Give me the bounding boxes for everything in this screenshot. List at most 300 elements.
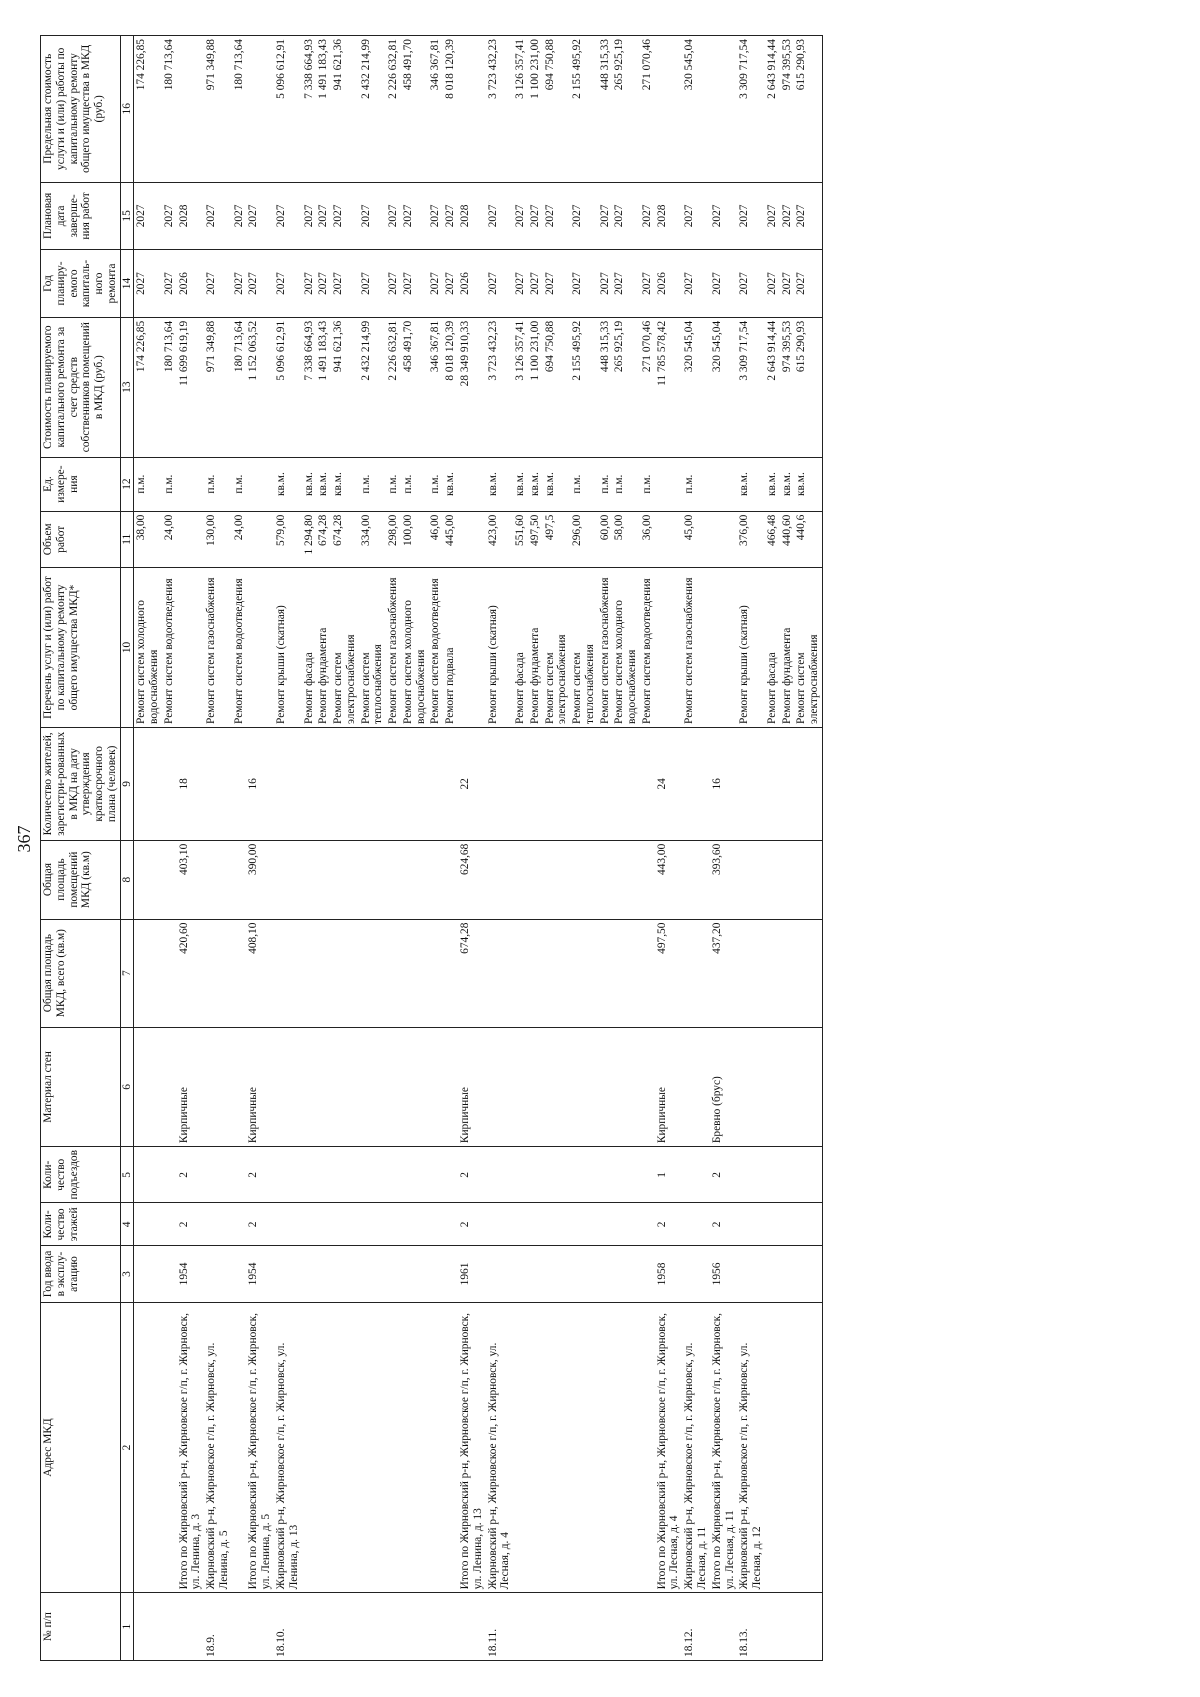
- cell-c11: 60,00: [598, 511, 613, 567]
- cell-c5: [359, 1147, 387, 1203]
- cell-c7: [204, 919, 232, 1027]
- cell-c5: [232, 1147, 247, 1203]
- cell-c5: [640, 1147, 655, 1203]
- cell-c15: 2028: [177, 182, 205, 250]
- cell-c2: [598, 1302, 613, 1593]
- cell-c13: 2 643 914,44: [765, 317, 780, 457]
- cell-c2: [162, 1302, 177, 1593]
- column-header-14: Год планиру-емого капиталь-ного ремонта: [41, 250, 121, 318]
- cell-c3: [486, 1246, 514, 1302]
- cell-c9: [443, 727, 458, 840]
- cell-c12: кв.м.: [543, 457, 571, 511]
- cell-c15: 2027: [302, 182, 317, 250]
- cell-c10: Ремонт фасада: [302, 567, 317, 727]
- cell-c3: [316, 1246, 331, 1302]
- cell-c8: [274, 840, 302, 919]
- cell-c13: 174 226,85: [134, 317, 162, 457]
- cell-c11: [246, 511, 274, 567]
- cell-c7: [401, 919, 429, 1027]
- cell-c12: п.м.: [232, 457, 247, 511]
- cell-c6: [780, 1027, 795, 1146]
- cell-c13: 694 750,88: [543, 317, 571, 457]
- cell-c14: 2027: [598, 250, 613, 318]
- cell-c15: 2027: [246, 182, 274, 250]
- cell-c8: [780, 840, 795, 919]
- cell-c2: Итого по Жирновский р-н, Жирновское г/п, г. Жирновск, ул. Лесная, д. 4: [655, 1302, 683, 1593]
- cell-c5: 1: [655, 1147, 683, 1203]
- cell-c6: [316, 1027, 331, 1146]
- column-number-row: [120, 36, 134, 1661]
- cell-c16: 2 643 914,44: [765, 36, 780, 183]
- cell-c1: [162, 1593, 177, 1661]
- cell-c16: 2 226 632,81: [386, 36, 401, 183]
- cell-c5: [274, 1147, 302, 1203]
- cell-c14: 2027: [331, 250, 359, 318]
- cell-c16: [177, 36, 205, 183]
- cell-c16: 346 367,81: [428, 36, 443, 183]
- cell-c2: [570, 1302, 598, 1593]
- cell-c13: 8 018 120,39: [443, 317, 458, 457]
- cell-c6: [543, 1027, 571, 1146]
- cell-c9: [232, 727, 247, 840]
- cell-c9: [401, 727, 429, 840]
- cell-c10: Ремонт систем газоснабжения: [386, 567, 401, 727]
- cell-c12: п.м.: [134, 457, 162, 511]
- cell-c11: 440,6: [794, 511, 822, 567]
- cell-c9: [316, 727, 331, 840]
- cell-c12: п.м.: [359, 457, 387, 511]
- cell-c8: [765, 840, 780, 919]
- table-row: [204, 36, 232, 1661]
- cell-c3: [302, 1246, 317, 1302]
- cell-c6: [204, 1027, 232, 1146]
- cell-c4: [302, 1203, 317, 1246]
- cell-c11: 376,00: [737, 511, 765, 567]
- cell-c8: [134, 840, 162, 919]
- cell-c4: [543, 1203, 571, 1246]
- column-header-3: Год ввода в эксплу-атацию: [41, 1246, 121, 1302]
- cell-c5: 2: [177, 1147, 205, 1203]
- cell-c3: [737, 1246, 765, 1302]
- cell-c1: [302, 1593, 317, 1661]
- cell-c7: [543, 919, 571, 1027]
- cell-c8: 443,00: [655, 840, 683, 919]
- cell-c14: 2026: [177, 250, 205, 318]
- cell-c3: [274, 1246, 302, 1302]
- table-row: [162, 36, 177, 1661]
- cell-c8: [162, 840, 177, 919]
- cell-c14: 2027: [570, 250, 598, 318]
- table-row: [331, 36, 359, 1661]
- cell-c1: [640, 1593, 655, 1661]
- cell-c3: [780, 1246, 795, 1302]
- cell-c13: 941 621,36: [331, 317, 359, 457]
- table-row: [640, 36, 655, 1661]
- cell-c9: [274, 727, 302, 840]
- cell-c1: [543, 1593, 571, 1661]
- cell-c11: 674,28: [331, 511, 359, 567]
- cell-c3: 1956: [710, 1246, 738, 1302]
- cell-c11: 423,00: [486, 511, 514, 567]
- cell-c15: 2027: [316, 182, 331, 250]
- cell-c1: [177, 1593, 205, 1661]
- cell-c10: Ремонт фасада: [765, 567, 780, 727]
- cell-c14: 2027: [428, 250, 443, 318]
- cell-c5: 2: [246, 1147, 274, 1203]
- cell-c10: Ремонт систем водоотведения: [162, 567, 177, 727]
- cell-c13: 7 338 664,93: [302, 317, 317, 457]
- cell-c10: [710, 567, 738, 727]
- cell-c16: 974 395,53: [780, 36, 795, 183]
- cell-c4: 2: [710, 1203, 738, 1246]
- table-row: [513, 36, 528, 1661]
- column-header-2: Адрес МКД: [41, 1302, 121, 1593]
- cell-c2: [232, 1302, 247, 1593]
- cell-c1: [528, 1593, 543, 1661]
- cell-c15: 2028: [655, 182, 683, 250]
- cell-c16: [246, 36, 274, 183]
- cell-c4: [316, 1203, 331, 1246]
- cell-c1: [710, 1593, 738, 1661]
- column-header-10: Перечень услуг и (или) работ по капитальному ремонту общего имущества МКД*: [41, 567, 121, 727]
- cell-c8: [598, 840, 613, 919]
- cell-c16: 1 100 231,00: [528, 36, 543, 183]
- column-number-10: 10: [120, 567, 134, 727]
- cell-c3: [513, 1246, 528, 1302]
- cell-c5: [428, 1147, 443, 1203]
- cell-c6: [428, 1027, 443, 1146]
- cell-c7: [302, 919, 317, 1027]
- cell-c7: [428, 919, 443, 1027]
- cell-c14: 2027: [640, 250, 655, 318]
- capital-repair-table: [40, 35, 823, 1661]
- cell-c2: Жирновский р-н, Жирновское г/п, г. Жирновск, ул. Ленина, д. 13: [274, 1302, 302, 1593]
- cell-c8: [543, 840, 571, 919]
- page-number: 367: [14, 825, 34, 853]
- cell-c13: 5 096 612,91: [274, 317, 302, 457]
- cell-c2: Итого по Жирновский р-н, Жирновское г/п, г. Жирновск, ул. Ленина, д. 3: [177, 1302, 205, 1593]
- cell-c9: [331, 727, 359, 840]
- cell-c10: Ремонт крыши (скатная): [737, 567, 765, 727]
- cell-c9: [486, 727, 514, 840]
- cell-c6: [359, 1027, 387, 1146]
- cell-c8: [316, 840, 331, 919]
- table-body: [134, 36, 823, 1661]
- cell-c10: [246, 567, 274, 727]
- column-header-15: Плановая дата заверше-ния работ: [41, 182, 121, 250]
- cell-c4: [428, 1203, 443, 1246]
- cell-c13: 974 395,53: [780, 317, 795, 457]
- cell-c9: [528, 727, 543, 840]
- cell-c5: [765, 1147, 780, 1203]
- cell-c14: 2027: [162, 250, 177, 318]
- cell-c4: [204, 1203, 232, 1246]
- column-header-1: № п/п: [41, 1593, 121, 1661]
- cell-c2: Итого по Жирновский р-н, Жирновское г/п, г. Жирновск, ул. Лесная, д. 11: [710, 1302, 738, 1593]
- column-header-5: Коли-чество подъездов: [41, 1147, 121, 1203]
- cell-c8: [428, 840, 443, 919]
- cell-c3: [794, 1246, 822, 1302]
- cell-c10: Ремонт систем холодного водоснабжения: [134, 567, 162, 727]
- cell-c8: [737, 840, 765, 919]
- cell-c7: 437,20: [710, 919, 738, 1027]
- cell-c10: Ремонт систем газоснабжения: [682, 567, 710, 727]
- cell-c3: [640, 1246, 655, 1302]
- cell-c10: Ремонт систем газоснабжения: [204, 567, 232, 727]
- table-row: [246, 36, 274, 1661]
- cell-c14: 2027: [513, 250, 528, 318]
- cell-c12: п.м.: [401, 457, 429, 511]
- cell-c9: [682, 727, 710, 840]
- cell-c1: [359, 1593, 387, 1661]
- cell-c15: 2027: [640, 182, 655, 250]
- cell-c2: Итого по Жирновский р-н, Жирновское г/п, г. Жирновск, ул. Ленина, д. 5: [246, 1302, 274, 1593]
- column-number-1: 1: [120, 1593, 134, 1661]
- column-header-6: Материал стен: [41, 1027, 121, 1146]
- table-row: [598, 36, 613, 1661]
- cell-c16: 180 713,64: [162, 36, 177, 183]
- column-number-3: 3: [120, 1246, 134, 1302]
- cell-c8: [528, 840, 543, 919]
- cell-c13: 346 367,81: [428, 317, 443, 457]
- cell-c16: 180 713,64: [232, 36, 247, 183]
- table-row: [443, 36, 458, 1661]
- cell-c1: [780, 1593, 795, 1661]
- cell-c13: 1 100 231,00: [528, 317, 543, 457]
- cell-c9: 16: [710, 727, 738, 840]
- cell-c12: п.м.: [162, 457, 177, 511]
- cell-c7: [316, 919, 331, 1027]
- cell-c4: [386, 1203, 401, 1246]
- cell-c16: 458 491,70: [401, 36, 429, 183]
- cell-c5: [794, 1147, 822, 1203]
- cell-c9: [359, 727, 387, 840]
- cell-c14: 2027: [359, 250, 387, 318]
- cell-c10: Ремонт подвала: [443, 567, 458, 727]
- cell-c5: [513, 1147, 528, 1203]
- cell-c16: 5 096 612,91: [274, 36, 302, 183]
- table-row: [359, 36, 387, 1661]
- cell-c3: [204, 1246, 232, 1302]
- cell-c9: [765, 727, 780, 840]
- cell-c12: кв.м.: [486, 457, 514, 511]
- cell-c9: 18: [177, 727, 205, 840]
- cell-c6: [737, 1027, 765, 1146]
- cell-c14: 2027: [794, 250, 822, 318]
- cell-c16: 320 545,04: [682, 36, 710, 183]
- cell-c3: [134, 1246, 162, 1302]
- cell-c13: 271 070,46: [640, 317, 655, 457]
- cell-c5: [570, 1147, 598, 1203]
- cell-c2: [316, 1302, 331, 1593]
- cell-c12: кв.м.: [274, 457, 302, 511]
- cell-c15: 2027: [528, 182, 543, 250]
- cell-c6: [486, 1027, 514, 1146]
- cell-c12: кв.м.: [737, 457, 765, 511]
- column-header-16: Предельная стоимость услуги и (или) работы по капитальному ремонту общего имущества в МКД (руб.): [41, 36, 121, 183]
- cell-c14: 2027: [134, 250, 162, 318]
- cell-c3: 1958: [655, 1246, 683, 1302]
- cell-c1: [765, 1593, 780, 1661]
- cell-c15: 2027: [274, 182, 302, 250]
- cell-c11: 100,00: [401, 511, 429, 567]
- cell-c12: п.м.: [428, 457, 443, 511]
- table-row: [612, 36, 640, 1661]
- cell-c8: [570, 840, 598, 919]
- cell-c10: Ремонт систем газоснабжения: [598, 567, 613, 727]
- cell-c3: [570, 1246, 598, 1302]
- cell-c15: 2028: [458, 182, 486, 250]
- cell-c15: 2027: [401, 182, 429, 250]
- table-row: [486, 36, 514, 1661]
- cell-c16: 2 155 495,92: [570, 36, 598, 183]
- cell-c14: 2027: [386, 250, 401, 318]
- cell-c16: 3 309 717,54: [737, 36, 765, 183]
- cell-c10: Ремонт крыши (скатная): [274, 567, 302, 727]
- cell-c2: [640, 1302, 655, 1593]
- cell-c2: [765, 1302, 780, 1593]
- table-row: [232, 36, 247, 1661]
- column-header-7: Общая площадь МКД, всего (кв.м): [41, 919, 121, 1027]
- cell-c6: [302, 1027, 317, 1146]
- cell-c1: 18.13.: [737, 1593, 765, 1661]
- cell-c7: [232, 919, 247, 1027]
- cell-c8: [232, 840, 247, 919]
- cell-c9: [302, 727, 317, 840]
- cell-c3: [598, 1246, 613, 1302]
- cell-c2: [428, 1302, 443, 1593]
- table-row: [794, 36, 822, 1661]
- cell-c15: 2027: [612, 182, 640, 250]
- cell-c15: 2027: [570, 182, 598, 250]
- cell-c2: [780, 1302, 795, 1593]
- cell-c7: [640, 919, 655, 1027]
- cell-c8: 393,60: [710, 840, 738, 919]
- cell-c10: Ремонт фасада: [513, 567, 528, 727]
- cell-c12: [177, 457, 205, 511]
- cell-c15: 2027: [765, 182, 780, 250]
- cell-c16: 971 349,88: [204, 36, 232, 183]
- cell-c14: 2027: [780, 250, 795, 318]
- cell-c16: 448 315,33: [598, 36, 613, 183]
- cell-c9: [794, 727, 822, 840]
- cell-c11: [710, 511, 738, 567]
- cell-c6: [682, 1027, 710, 1146]
- cell-c14: 2027: [486, 250, 514, 318]
- cell-c16: 8 018 120,39: [443, 36, 458, 183]
- cell-c13: 615 290,93: [794, 317, 822, 457]
- cell-c14: 2027: [682, 250, 710, 318]
- column-number-4: 4: [120, 1203, 134, 1246]
- cell-c8: [401, 840, 429, 919]
- cell-c11: 58,00: [612, 511, 640, 567]
- table-row: [570, 36, 598, 1661]
- cell-c16: 615 290,93: [794, 36, 822, 183]
- cell-c8: [204, 840, 232, 919]
- cell-c10: Ремонт систем теплоснабжения: [570, 567, 598, 727]
- cell-c7: [486, 919, 514, 1027]
- cell-c11: 466,48: [765, 511, 780, 567]
- cell-c13: 2 155 495,92: [570, 317, 598, 457]
- cell-c12: п.м.: [682, 457, 710, 511]
- cell-c12: п.м.: [204, 457, 232, 511]
- cell-c5: [737, 1147, 765, 1203]
- cell-c3: [612, 1246, 640, 1302]
- table-row: [528, 36, 543, 1661]
- cell-c7: [359, 919, 387, 1027]
- cell-c11: 497,5: [543, 511, 571, 567]
- cell-c3: [428, 1246, 443, 1302]
- cell-c13: 3 126 357,41: [513, 317, 528, 457]
- cell-c4: 2: [177, 1203, 205, 1246]
- cell-c5: [598, 1147, 613, 1203]
- cell-c10: Ремонт систем водоотведения: [232, 567, 247, 727]
- cell-c2: Жирновский р-н, Жирновское г/п, г. Жирновск, ул. Ленина, д. 5: [204, 1302, 232, 1593]
- cell-c3: [543, 1246, 571, 1302]
- cell-c13: 2 432 214,99: [359, 317, 387, 457]
- cell-c4: [513, 1203, 528, 1246]
- cell-c2: Жирновский р-н, Жирновское г/п, г. Жирновск, ул. Лесная, д. 12: [737, 1302, 765, 1593]
- cell-c16: 3 723 432,23: [486, 36, 514, 183]
- cell-c8: 390,00: [246, 840, 274, 919]
- table-row: [428, 36, 443, 1661]
- cell-c1: [316, 1593, 331, 1661]
- cell-c6: [274, 1027, 302, 1146]
- cell-c10: Ремонт фундамента: [780, 567, 795, 727]
- table-row: [316, 36, 331, 1661]
- cell-c10: Ремонт систем электроснабжения: [331, 567, 359, 727]
- cell-c14: 2026: [458, 250, 486, 318]
- column-number-15: 15: [120, 182, 134, 250]
- cell-c1: [513, 1593, 528, 1661]
- cell-c11: 24,00: [232, 511, 247, 567]
- cell-c2: [331, 1302, 359, 1593]
- cell-c9: [780, 727, 795, 840]
- cell-c3: [528, 1246, 543, 1302]
- cell-c16: [458, 36, 486, 183]
- cell-c5: [204, 1147, 232, 1203]
- cell-c9: [134, 727, 162, 840]
- cell-c11: 579,00: [274, 511, 302, 567]
- cell-c15: 2027: [204, 182, 232, 250]
- cell-c10: Ремонт крыши (скатная): [486, 567, 514, 727]
- cell-c14: 2027: [737, 250, 765, 318]
- cell-c3: 1954: [246, 1246, 274, 1302]
- column-number-5: 5: [120, 1147, 134, 1203]
- cell-c4: [486, 1203, 514, 1246]
- cell-c11: 46,00: [428, 511, 443, 567]
- cell-c6: [232, 1027, 247, 1146]
- cell-c11: [458, 511, 486, 567]
- cell-c8: [640, 840, 655, 919]
- cell-c2: [513, 1302, 528, 1593]
- cell-c14: 2027: [302, 250, 317, 318]
- cell-c13: 180 713,64: [162, 317, 177, 457]
- cell-c1: [246, 1593, 274, 1661]
- cell-c4: [274, 1203, 302, 1246]
- cell-c13: 11 699 619,19: [177, 317, 205, 457]
- cell-c12: [655, 457, 683, 511]
- cell-c16: [655, 36, 683, 183]
- cell-c4: 2: [246, 1203, 274, 1246]
- cell-c8: 403,10: [177, 840, 205, 919]
- cell-c13: 180 713,64: [232, 317, 247, 457]
- cell-c8: [513, 840, 528, 919]
- cell-c7: [274, 919, 302, 1027]
- cell-c1: [232, 1593, 247, 1661]
- column-number-13: 13: [120, 317, 134, 457]
- cell-c15: 2027: [780, 182, 795, 250]
